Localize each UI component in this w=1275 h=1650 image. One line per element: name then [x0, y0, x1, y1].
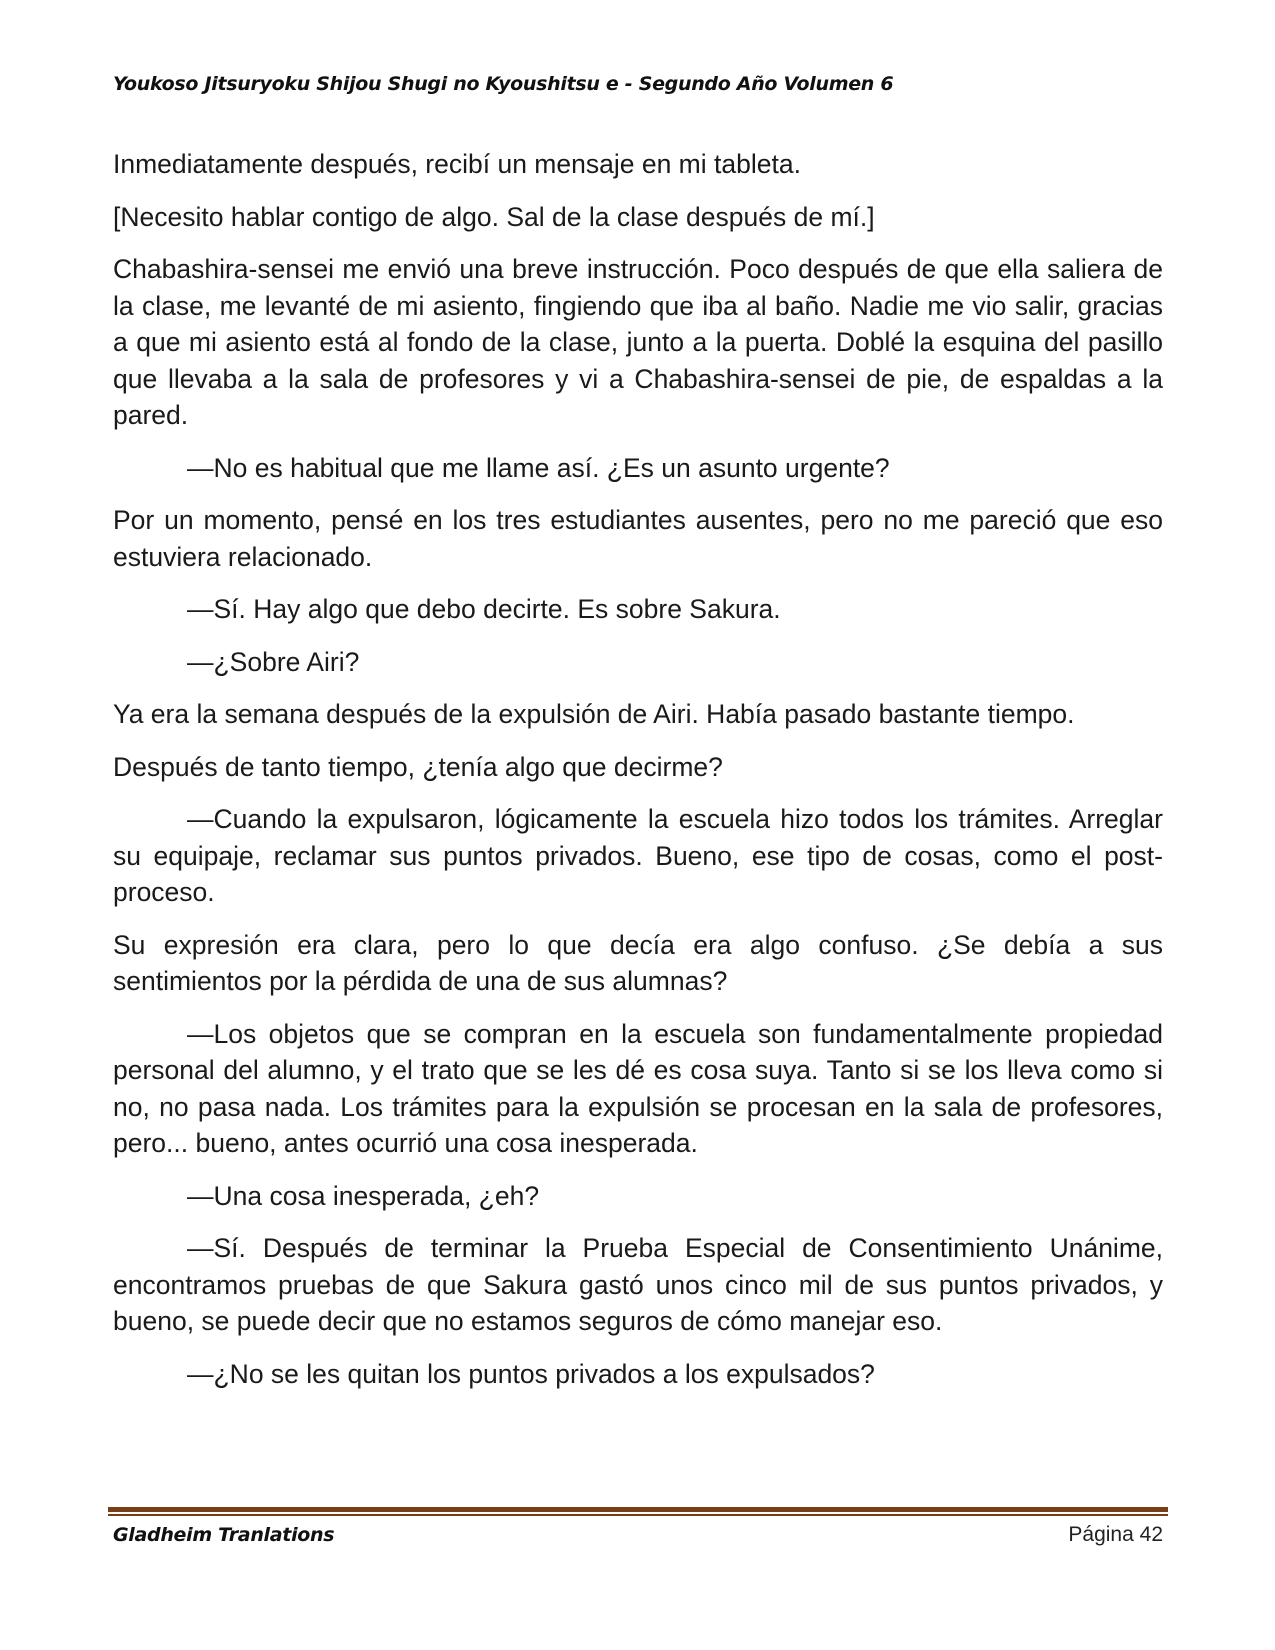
page-body — [113, 146, 1163, 1408]
running-header: Youkoso Jitsuryoku Shijou Shugi no Kyoushitsu e - Segundo Año Volumen 6 — [113, 73, 894, 95]
dialogue-paragraph: —¿Sobre Airi? — [187, 646, 360, 677]
dialogue-paragraph: —Sí. Después de terminar la Prueba Especial de Consentimiento Unánime, encontramos pruebas de que Sakura gastó unos cinco mil de sus puntos privados, y bueno, se puede decir que no estamos seguros de cómo manejar eso. — [113, 1233, 1163, 1336]
footer-translator: Gladheim Tranlations — [113, 1524, 335, 1546]
footer-divider-thin — [108, 1514, 1168, 1516]
footer-divider-thick — [108, 1507, 1168, 1512]
dialogue-paragraph: —No es habitual que me llame así. ¿Es un asunto urgente? — [187, 452, 890, 483]
dialogue-paragraph: —Una cosa inesperada, ¿eh? — [187, 1180, 540, 1211]
paragraph: Después de tanto tiempo, ¿tenía algo que decirme? — [113, 751, 723, 782]
paragraph: Su expresión era clara, pero lo que decía era algo confuso. ¿Se debía a sus sentimientos por la pérdida de una de sus alumnas? — [113, 929, 1163, 996]
dialogue-paragraph: —Los objetos que se compran en la escuela son fundamentalmente propiedad personal del alumno, y el trato que se les dé es cosa suya. Tanto si se los lleva como si no, no pasa nada. Los trámites para la expulsión se procesan en la sala de profesores, pero... bueno, antes ocurrió una cosa inesperada. — [113, 1018, 1163, 1158]
paragraph: [Necesito hablar contigo de algo. Sal de la clase después de mí.] — [113, 201, 875, 232]
footer-divider — [108, 1507, 1168, 1517]
paragraph: Chabashira-sensei me envió una breve instrucción. Poco después de que ella saliera de la clase, me levanté de mi asiento, fingiendo que iba al baño. Nadie me vio salir, gracias a que mi asiento está al fondo de la clase, junto a la puerta. Doblé la esquina del pasillo que llevaba a la sala de profesores y vi a Chabashira-sensei de pie, de espaldas a la pared. — [113, 254, 1163, 430]
paragraph: Ya era la semana después de la expulsión de Airi. Había pasado bastante tiempo. — [113, 699, 1075, 729]
page-number-block — [1068, 1523, 1163, 1547]
page-number: 42 — [1139, 1523, 1163, 1546]
dialogue-paragraph: —Cuando la expulsaron, lógicamente la escuela hizo todos los trámites. Arreglar su equipaje, reclamar sus puntos privados. Bueno, ese tipo de cosas, como el post-proceso. — [113, 804, 1163, 907]
page-label: Página — [1068, 1523, 1134, 1546]
paragraph: Por un momento, pensé en los tres estudiantes ausentes, pero no me pareció que eso estuviera relacionado. — [113, 505, 1163, 572]
dialogue-paragraph: —Sí. Hay algo que debo decirte. Es sobre Sakura. — [187, 594, 781, 624]
dialogue-paragraph: —¿No se les quitan los puntos privados a los expulsados? — [187, 1358, 875, 1389]
paragraph: Inmediatamente después, recibí un mensaje en mi tableta. — [113, 149, 801, 179]
